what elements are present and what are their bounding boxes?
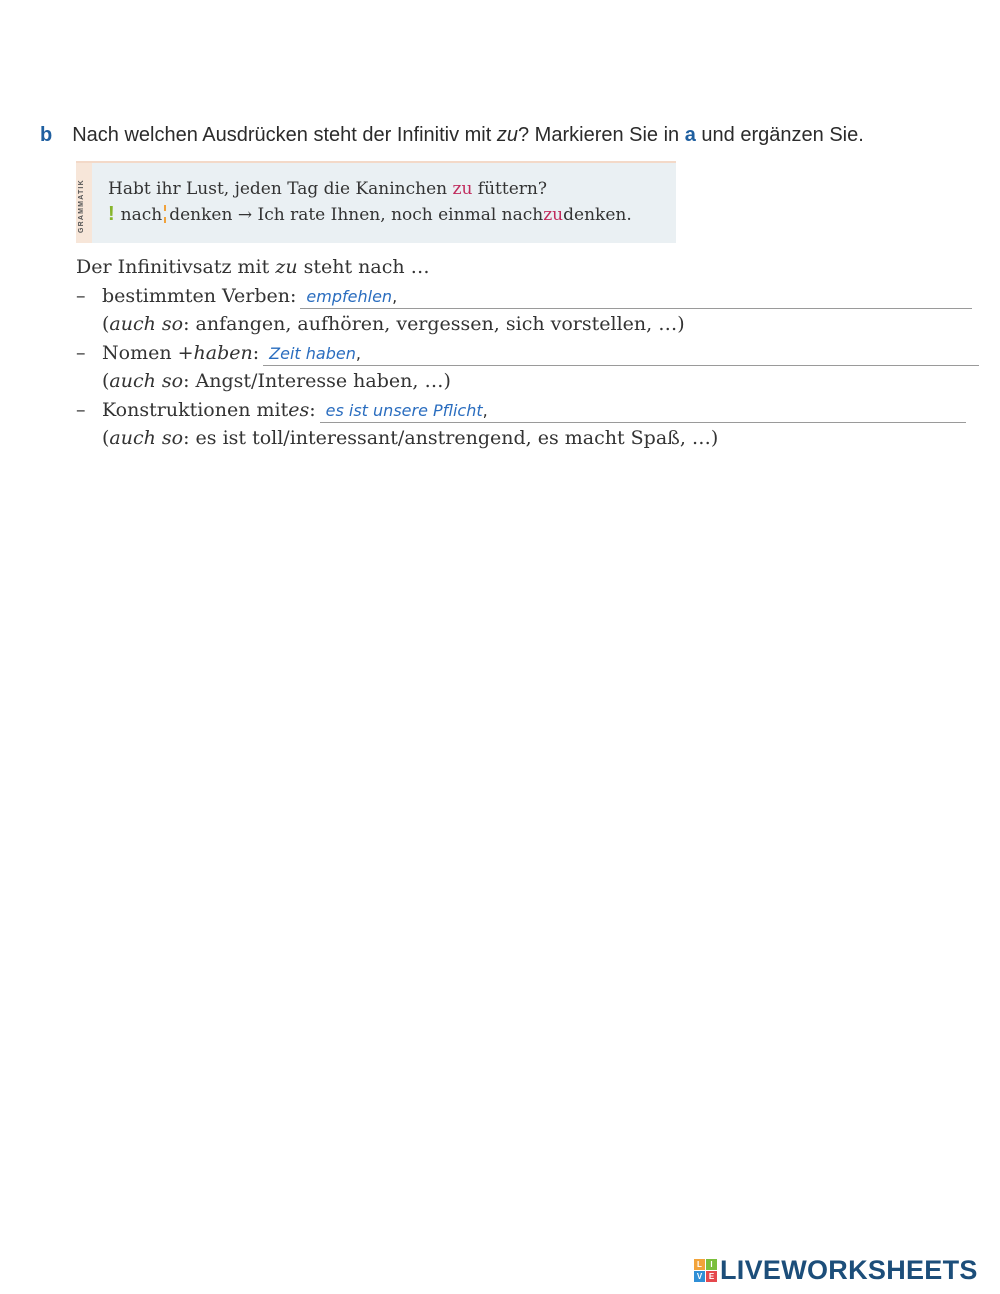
answer-text: Zeit haben xyxy=(269,344,356,363)
separable-marker xyxy=(164,205,166,223)
logo-square: E xyxy=(706,1271,717,1282)
item-label-after: : xyxy=(309,399,316,421)
item-note xyxy=(102,427,718,449)
note-em: auch so xyxy=(109,313,184,335)
answer-field[interactable] xyxy=(263,344,979,366)
intro-after: steht nach … xyxy=(297,256,430,278)
answer-field[interactable] xyxy=(320,401,966,423)
answer-comma: , xyxy=(392,287,398,306)
exclamation-icon: ! xyxy=(108,203,115,225)
paren: ( xyxy=(102,370,110,392)
item-label: Nomen + xyxy=(102,342,194,364)
item-label-after: : xyxy=(252,342,260,364)
logo-square: L xyxy=(694,1259,705,1270)
gram2-part1: nach xyxy=(120,205,163,225)
heading-text-middle: ? Markieren Sie in xyxy=(518,124,685,146)
item-note xyxy=(102,313,685,335)
note-text: : Angst/Interesse haben, …) xyxy=(183,370,451,392)
logo-square: I xyxy=(706,1259,717,1270)
intro-before: Der Infinitivsatz mit xyxy=(76,256,276,278)
list-dash: – xyxy=(76,285,86,307)
answer-text: es ist unsere Pflicht xyxy=(325,401,483,420)
logo-squares-icon xyxy=(694,1259,717,1282)
paren: ( xyxy=(102,427,110,449)
list-item xyxy=(76,399,966,423)
answer-field[interactable] xyxy=(300,287,972,309)
item-label-em: haben xyxy=(193,342,253,364)
intro-zu: zu xyxy=(275,256,298,278)
answer-comma: , xyxy=(482,401,488,420)
list-item xyxy=(76,285,972,309)
liveworksheets-logo[interactable] xyxy=(694,1255,978,1285)
intro-text xyxy=(76,256,430,278)
heading-text-after: und ergänzen Sie. xyxy=(695,124,864,146)
heading-ref: a xyxy=(684,124,696,146)
note-text: : anfangen, aufhören, vergessen, sich vorstellen, …) xyxy=(183,313,685,335)
note-em: auch so xyxy=(109,427,184,449)
heading-zu: zu xyxy=(496,124,518,146)
answer-comma: , xyxy=(355,344,361,363)
item-label-em: es xyxy=(288,399,310,421)
exercise-heading xyxy=(40,124,980,147)
gram2-part2: denken → Ich rate Ihnen, noch einmal nach xyxy=(169,205,544,225)
item-note xyxy=(102,370,451,392)
grammatik-example-2 xyxy=(108,203,632,226)
list-dash: – xyxy=(76,399,86,421)
grammatik-label: GRAMMATIK xyxy=(78,179,85,233)
list-dash: – xyxy=(76,342,86,364)
gram1-zu: zu xyxy=(452,179,473,199)
paren: ( xyxy=(102,313,110,335)
heading-text-before: Nach welchen Ausdrücken steht der Infinitiv mit xyxy=(72,124,497,146)
exercise-letter: b xyxy=(40,124,53,146)
logo-text: LIVEWORKSHEETS xyxy=(720,1254,978,1285)
gram1-before: Habt ihr Lust, jeden Tag die Kaninchen xyxy=(108,179,453,199)
gram2-after: denken. xyxy=(563,205,632,225)
note-em: auch so xyxy=(109,370,184,392)
note-text: : es ist toll/interessant/anstrengend, es macht Spaß, …) xyxy=(183,427,719,449)
list-item xyxy=(76,342,979,366)
grammatik-box xyxy=(76,161,676,243)
logo-square: V xyxy=(694,1271,705,1282)
item-label: Konstruktionen mit xyxy=(102,399,289,421)
item-label: bestimmten Verben: xyxy=(102,285,297,307)
answer-text: empfehlen xyxy=(306,287,393,306)
gram1-after: füttern? xyxy=(472,179,547,199)
grammatik-example-1 xyxy=(108,179,547,199)
gram2-zu: zu xyxy=(543,205,564,225)
